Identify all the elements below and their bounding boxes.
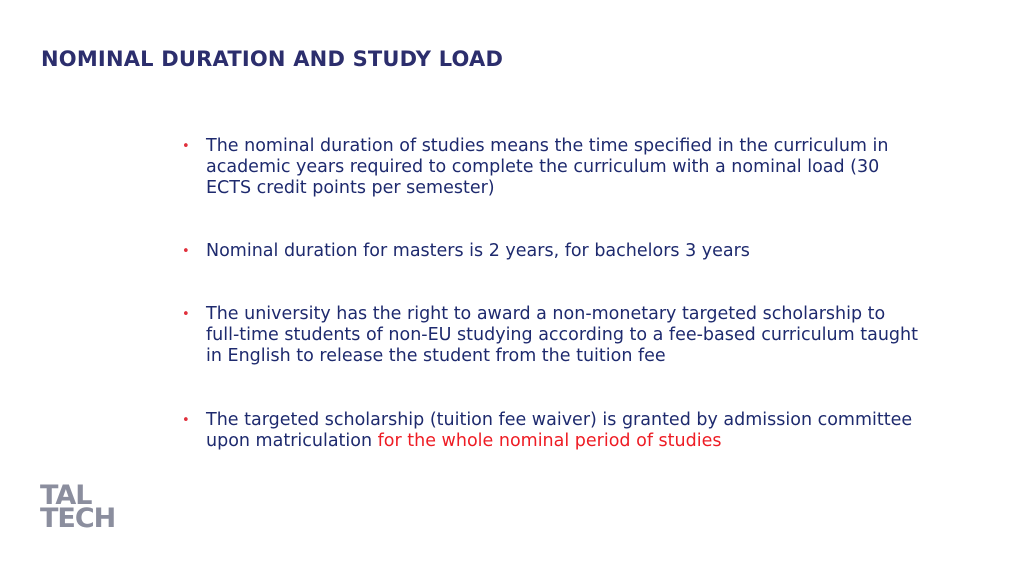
- bullet-text: The nominal duration of studies means the time specified in the curriculum in academic years required to complete the curriculum with a nominal load (30 ECTS credit points per semester): [206, 136, 889, 198]
- bullet-list: [182, 136, 922, 452]
- bullet-dot-icon: •: [182, 413, 190, 428]
- bullet-text: The university has the right to award a non-monetary targeted scholarship to full-time students of non-EU studying according to a fee-based curriculum taught in English to release the student from the tuition fee: [206, 304, 918, 366]
- taltech-logo: [40, 480, 116, 534]
- bullet-item: [182, 241, 922, 262]
- logo-line-1: TAL: [40, 480, 92, 511]
- bullet-text: Nominal duration for masters is 2 years, for bachelors 3 years: [206, 241, 750, 261]
- bullet-dot-icon: •: [182, 139, 190, 154]
- bullet-item: [182, 136, 922, 199]
- logo-line-2: TECH: [40, 503, 116, 534]
- bullet-item: [182, 410, 922, 452]
- bullet-item: [182, 304, 922, 367]
- bullet-dot-icon: •: [182, 244, 190, 259]
- slide-title: NOMINAL DURATION AND STUDY LOAD: [41, 47, 504, 71]
- bullet-text: The targeted scholarship (tuition fee waiver) is granted by admission committee upon matriculation: [206, 410, 913, 451]
- bullet-highlight-text: for the whole nominal period of studies: [377, 431, 722, 451]
- bullet-dot-icon: •: [182, 307, 190, 322]
